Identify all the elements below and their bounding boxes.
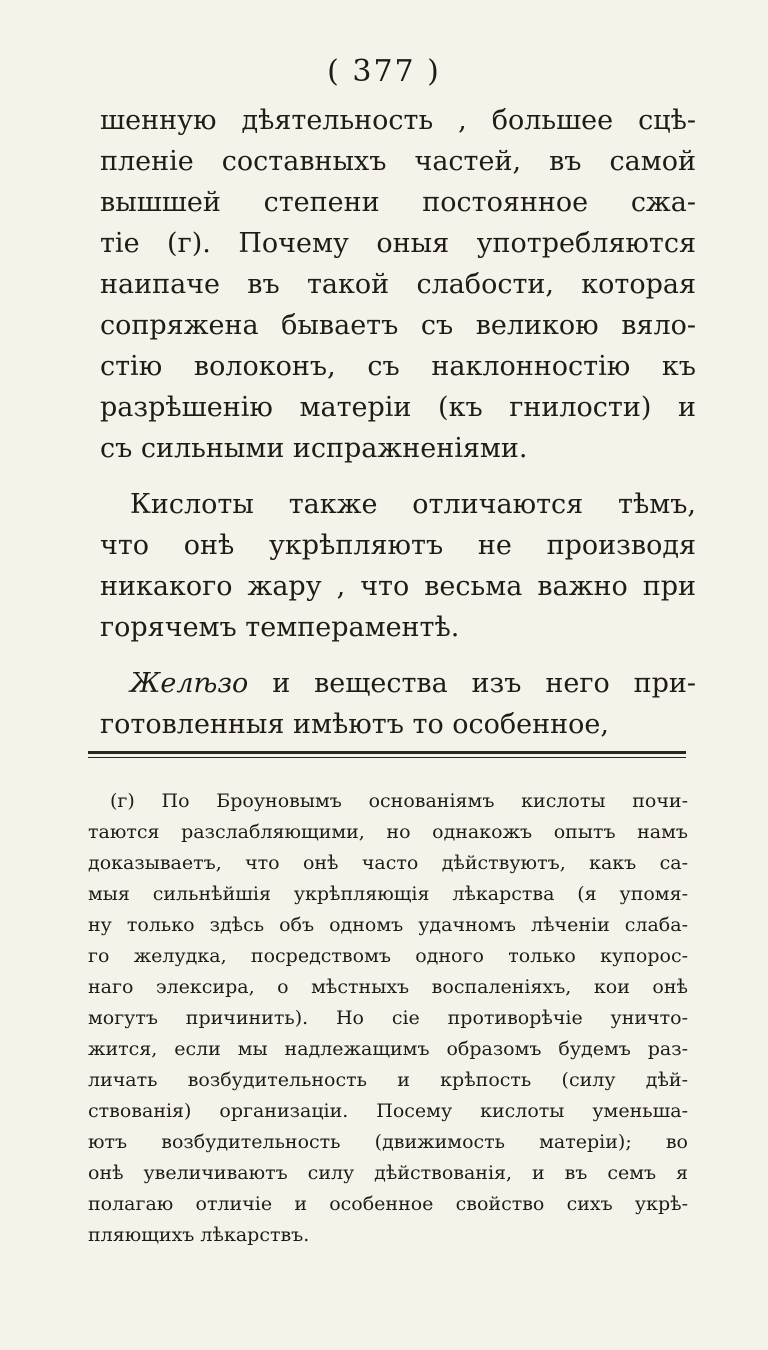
text-line: пленіе составныхъ частей, въ самой <box>100 146 696 177</box>
footnote-line: ютъ возбудительность (движимость матеріи); во <box>88 1131 688 1153</box>
footnote-line: мыя сильнѣйшія укрѣпляющія лѣкарства (я упомя- <box>88 883 688 905</box>
footnote-line: личать возбудительность и крѣпость (силу дѣй- <box>88 1069 688 1091</box>
text-line: никакого жару , что весьма важно при <box>100 571 696 602</box>
text-span: и вещества изъ него при- <box>248 668 696 699</box>
text-line: наипаче въ такой слабости, которая <box>100 269 696 300</box>
footnote-line: ну только здѣсь объ одномъ удачномъ лѣченіи слаба- <box>88 914 688 936</box>
main-text <box>100 100 696 745</box>
footnote-line: (г) По Броуновымъ основаніямъ кислоты почи- <box>110 790 688 812</box>
footnote-line: онѣ увеличиваютъ силу дѣйствованія, и въ семъ я <box>88 1162 688 1184</box>
text-line: сопряжена бываетъ съ великою вяло- <box>100 310 696 341</box>
footnote <box>88 786 688 1251</box>
text-line: горячемъ темпераментѣ. <box>100 612 460 643</box>
footnote-line: ствованія) организаціи. Посему кислоты уменьша- <box>88 1100 688 1122</box>
text-line: готовленныя имѣютъ то особенное, <box>100 709 609 740</box>
footnote-line: могутъ причинить). Но сіе противорѣчіе уничто- <box>88 1007 688 1029</box>
footnote-line: наго элексира, о мѣстныхъ воспаленіяхъ, кои онѣ <box>88 976 688 998</box>
text-line: разрѣшенію матеріи (къ гнилости) и <box>100 392 696 423</box>
text-line: тіе (г). Почему оныя употребляются <box>100 228 696 259</box>
text-line: шенную дѣятельность , большее сцѣ- <box>100 105 696 136</box>
page-number: ( 377 ) <box>327 54 441 89</box>
footnote-line: жится, если мы надлежащимъ образомъ будемъ раз- <box>88 1038 688 1060</box>
text-line: вышшей степени постоянное сжа- <box>100 187 696 218</box>
text-line: что онѣ укрѣпляютъ не производя <box>100 530 696 561</box>
text-line: Кислоты также отличаются тѣмъ, <box>130 489 696 520</box>
footnote-line: полагаю отличіе и особенное свойство сихъ укрѣ- <box>88 1193 688 1215</box>
footnote-divider <box>88 751 686 754</box>
text-line: стію волоконъ, съ наклонностію къ <box>100 351 696 382</box>
footnote-line: доказываетъ, что онѣ часто дѣйствуютъ, какъ са- <box>88 852 688 874</box>
footnote-line: го желудка, посредствомъ одного только купорос- <box>88 945 688 967</box>
footnote-line: пляющихъ лѣкарствъ. <box>88 1224 310 1246</box>
text-line: съ сильными испражненіями. <box>100 433 528 464</box>
footnote-line: таются разслабляющими, но однакожъ опытъ намъ <box>88 821 688 843</box>
emphasis-word: Желѣзо <box>130 668 249 699</box>
text-line <box>100 663 696 704</box>
